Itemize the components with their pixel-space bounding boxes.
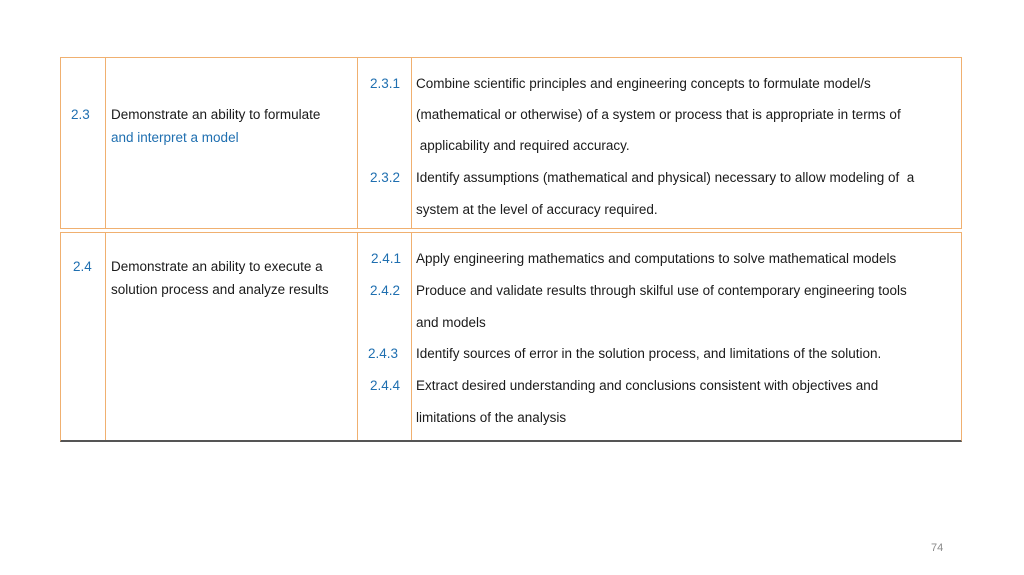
outcome-block-2-4 — [60, 232, 962, 442]
page-number: 74 — [931, 542, 944, 554]
item-number: 2.4.1 — [371, 251, 402, 266]
item-text: Extract desired understanding and conclusions consistent with objectives and — [416, 378, 879, 393]
item-text: applicability and required accuracy. — [416, 138, 630, 153]
item-number: 2.4.2 — [370, 283, 401, 298]
item-number: 2.3.1 — [370, 76, 401, 91]
outcome-number: 2.4 — [73, 259, 92, 274]
item-number: 2.4.3 — [368, 346, 399, 361]
outcome-number: 2.3 — [71, 107, 90, 122]
item-text: Identify assumptions (mathematical and physical) necessary to allow modeling of a — [416, 170, 915, 185]
outcome-description: solution process and analyze results — [111, 282, 329, 297]
item-text: (mathematical or otherwise) of a system or process that is appropriate in terms of — [416, 107, 901, 122]
column-divider — [411, 58, 412, 228]
item-text: Combine scientific principles and engineering concepts to formulate model/s — [416, 76, 871, 91]
outcome-block-2-3 — [60, 57, 962, 229]
item-text: and models — [416, 315, 486, 330]
item-text: Produce and validate results through skilful use of contemporary engineering tools — [416, 283, 907, 298]
outcome-description: Demonstrate an ability to execute a — [111, 259, 323, 274]
outcome-description-highlight: and interpret a model — [111, 130, 239, 145]
column-divider — [357, 233, 358, 440]
item-number: 2.3.2 — [370, 170, 401, 185]
column-divider — [105, 233, 106, 440]
item-text: limitations of the analysis — [416, 410, 567, 425]
item-text: Apply engineering mathematics and computations to solve mathematical models — [416, 251, 897, 266]
column-divider — [105, 58, 106, 228]
item-number: 2.4.4 — [370, 378, 401, 393]
column-divider — [411, 233, 412, 440]
column-divider — [357, 58, 358, 228]
outcome-description: Demonstrate an ability to formulate — [111, 107, 321, 122]
item-text: system at the level of accuracy required. — [416, 202, 658, 217]
item-text: Identify sources of error in the solution process, and limitations of the solution. — [416, 346, 882, 361]
